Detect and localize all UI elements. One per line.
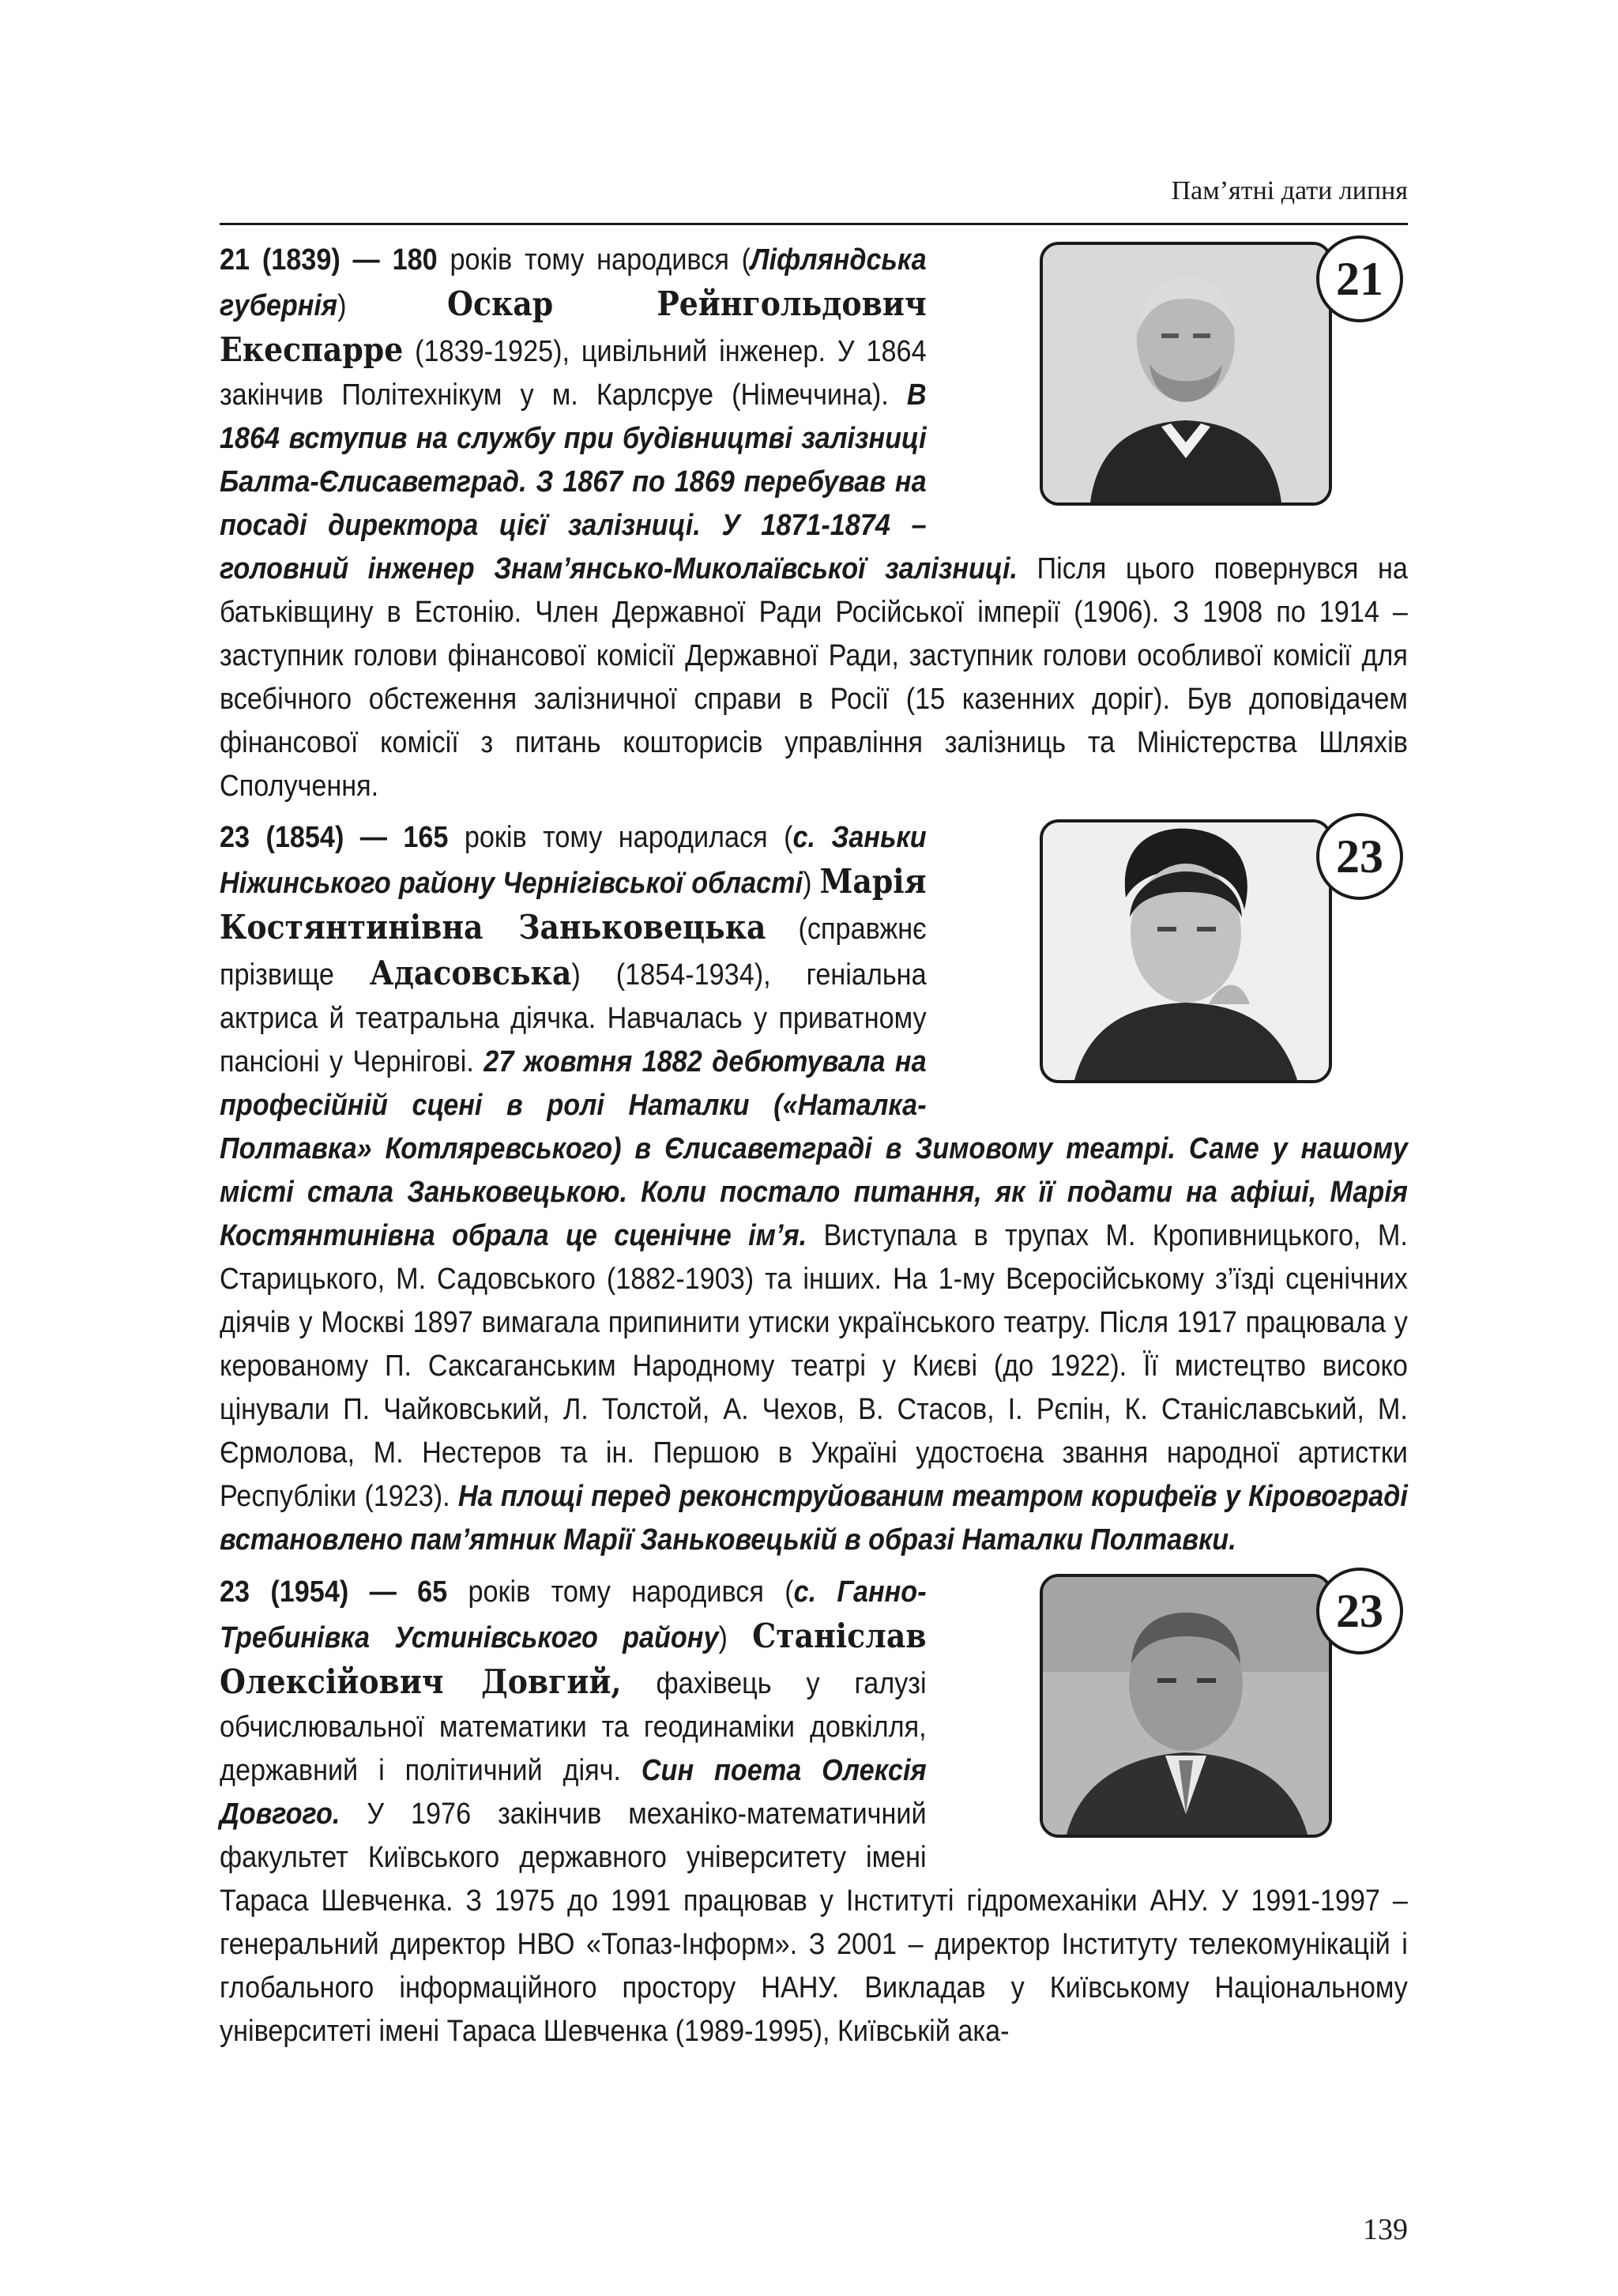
- date-badge: 23: [1316, 813, 1403, 900]
- person-name: Оскар Рейнгольдович Екеспарре: [220, 284, 927, 369]
- birth-surname: Адасовська: [369, 954, 572, 992]
- running-title: Пам’ятні дати липня: [1171, 176, 1408, 205]
- entry-text: 23 (1854) — 165 років тому народилася (с. Заньки Ніжинського району Чернігівської області) Марія Костянтинівна Заньковецька (справжнє прізвище Адасовська) (1854-1934), геніальна актриса й театральна діячка. Навчалась у приватному пансіоні у Чернігові. 27 жовтня 1882 дебютувала на професійній сцені в ролі Наталки («Наталка-Полтавка» Котляревського) в Єлисаветграді в Зимовому театрі. Саме у нашому місті стала Заньковецькою. Коли постало питання, як її подати на афіші, Марія Костянтинівна обрала це сценічне ім’я. Виступала в трупах М. Кропивницького, М. Старицького, М. Садовського (1882-1903) та інших. На 1-му Всеросійському з’їзді сценічних діячів у Москві 1897 вимагала припинити утиски українського театру. Після 1917 працювала у керованому П. Саксаганським Народному театрі у Києві (до 1922). Її мистецтво високо цінували П. Чайковський, Л. Толстой, А. Чехов, В. Стасов, І. Рєпін, К. Станіславський, М. Єрмолова, М. Нестеров та ін. Першою в Україні удостоєна звання народної артистки Республіки (1923). На площі перед реконструйованим театром корифеїв у Кіровограді встановлено пам’ятник Марії Заньковецькій в образі Наталки Полтавки.: [220, 821, 1408, 1556]
- date-badge: 23: [1316, 1568, 1403, 1654]
- person-name: Станіслав Олексійович Довгий,: [220, 1617, 927, 1701]
- page-number: 139: [1363, 2213, 1408, 2246]
- entry-text: 21 (1839) — 180 років тому народився (Ліфляндська губернія) Оскар Рейнгольдович Екеспарре (1839-1925), цивільний інженер. У 1864 закінчив Політехнікум у м. Карлсруе (Німеччина). В 1864 вступив на службу при будівництві залізниці Балта-Єлисаветград. З 1867 по 1869 перебував на посаді директора цієї залізниці. У 1871-1874 – головний інженер Знам’янсько-Миколаївської залізниці. Після цього повернувся на батьківщину в Естонію. Член Державної Ради Російської імперії (1906). З 1908 по 1914 – заступник голови фінансової комісії Державної Ради, заступник голови особливої комісії для всебічного обстеження залізничної справи в Росії (15 казенних доріг). Був доповідачем фінансової комісії з питань кошторисів управління залізниць та Міністерства Шляхів Сполучення.: [220, 243, 1408, 803]
- date-badge: 21: [1316, 235, 1403, 322]
- entry-ekesparre: [220, 239, 1408, 808]
- person-name: Марія Костянтинівна Заньковецька: [220, 862, 927, 947]
- entry-dovhyi: [220, 1571, 1408, 2053]
- entry-text: 23 (1954) — 65 років тому народився (с. Ганно-Требинівка Устинівського району) Станіслав Олексійович Довгий, фахівець у галузі обчислювальної математики та геодинаміки довкілля, державний і політичний діяч. Син поета Олексія Довгого. У 1976 закінчив механіко-математичний факультет Київського державного університету імені Тараса Шевченка. З 1975 до 1991 працював у Інституті гідромеханіки АНУ. У 1991-1997 – генеральний директор НВО «Топаз-Інформ». З 2001 – директор Інституту телекомунікацій і глобального інформаційного простору НАНУ. Викладав у Київському Національному університеті імені Тараса Шевченка (1989-1995), Київській ака-: [220, 1575, 1408, 2048]
- entry-zankovetska: [220, 816, 1408, 1562]
- header-rule: [220, 223, 1408, 225]
